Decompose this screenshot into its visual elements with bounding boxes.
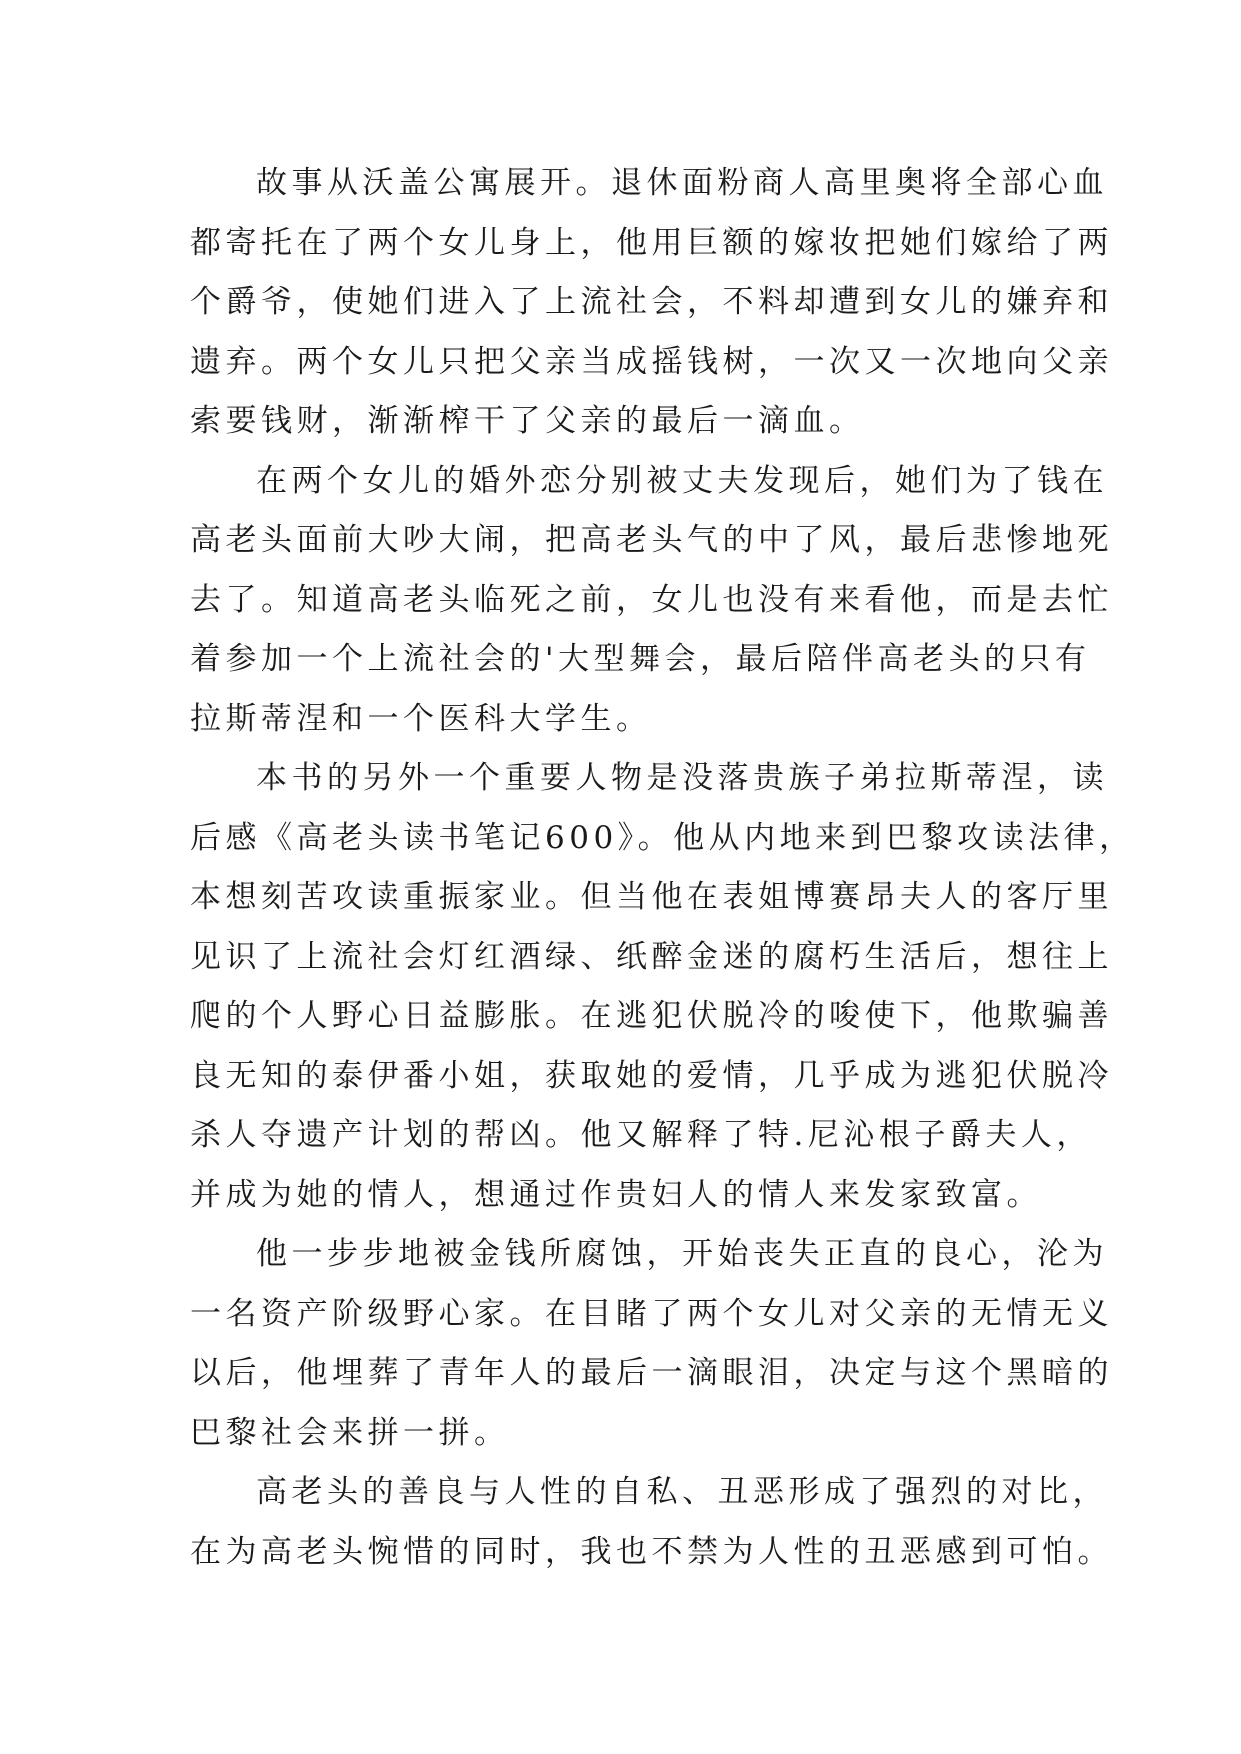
paragraph-1	[190, 154, 1113, 452]
document-body	[190, 154, 1135, 1582]
paragraph-line: 遗弃。两个女儿只把父亲当成摇钱树，一次又一次地向父亲	[190, 343, 1113, 380]
paragraph-line: 良无知的泰伊番小姐，获取她的爱情，几乎成为逃犯伏脱冷	[190, 1057, 1113, 1094]
paragraph-line: 在两个女儿的婚外恋分别被丈夫发现后，她们为了钱在	[256, 462, 1108, 499]
paragraph-5	[190, 1463, 1113, 1582]
paragraph-line: 故事从沃盖公寓展开。退休面粉商人高里奥将全部心血	[256, 165, 1108, 201]
paragraph-line: 高老头面前大吵大闹，把高老头气的中了风，最后悲惨地死	[190, 522, 1113, 558]
paragraph-line: 杀人夺遗产计划的帮凶。他又解释了特.尼沁根子爵夫人，	[190, 1117, 1092, 1153]
paragraph-4	[190, 1225, 1113, 1463]
paragraph-line: 并成为她的情人，想通过作贵妇人的情人来发家致富。	[190, 1176, 1042, 1213]
paragraph-line: 索要钱财，渐渐榨干了父亲的最后一滴血。	[190, 403, 865, 439]
paragraph-line: 拉斯蒂涅和一个医科大学生。	[190, 700, 652, 737]
paragraph-line: 本书的另外一个重要人物是没落贵族子弟拉斯蒂涅，读	[256, 760, 1108, 796]
paragraph-line: 一名资产阶级野心家。在目睹了两个女儿对父亲的无情无义	[190, 1295, 1113, 1332]
paragraph-line: 以后，他埋葬了青年人的最后一滴眼泪，决定与这个黑暗的	[190, 1355, 1113, 1391]
paragraph-line: 见识了上流社会灯红酒绿、纸醉金迷的腐朽生活后，想往上	[190, 938, 1113, 975]
paragraph-line: 他一步步地被金钱所腐蚀，开始丧失正直的良心，沦为	[256, 1236, 1108, 1272]
paragraph-line: 爬的个人野心日益膨胀。在逃犯伏脱冷的唆使下，他欺骗善	[190, 998, 1113, 1034]
paragraph-line: 个爵爷，使她们进入了上流社会，不料却遭到女儿的嫌弃和	[190, 284, 1113, 320]
paragraph-line: 都寄托在了两个女儿身上，他用巨额的嫁妆把她们嫁给了两	[190, 224, 1113, 261]
paragraph-line: 本想刻苦攻读重振家业。但当他在表姐博赛昂夫人的客厅里	[190, 879, 1113, 915]
paragraph-line: 在为高老头惋惜的同时，我也不禁为人性的丑恶感到可怕。	[190, 1533, 1113, 1570]
paragraph-line: 着参加一个上流社会的'大型舞会，最后陪伴高老头的只有	[190, 641, 1091, 677]
paragraph-line: 去了。知道高老头临死之前，女儿也没有来看他，而是去忙	[190, 581, 1113, 618]
paragraph-3	[190, 749, 1135, 1225]
paragraph-line: 后感《高老头读书笔记600》。他从内地来到巴黎攻读法律，	[190, 819, 1135, 856]
paragraph-line: 高老头的善良与人性的自私、丑恶形成了强烈的对比，	[256, 1474, 1108, 1510]
paragraph-line: 巴黎社会来拼一拼。	[190, 1414, 510, 1451]
paragraph-2	[190, 452, 1113, 750]
